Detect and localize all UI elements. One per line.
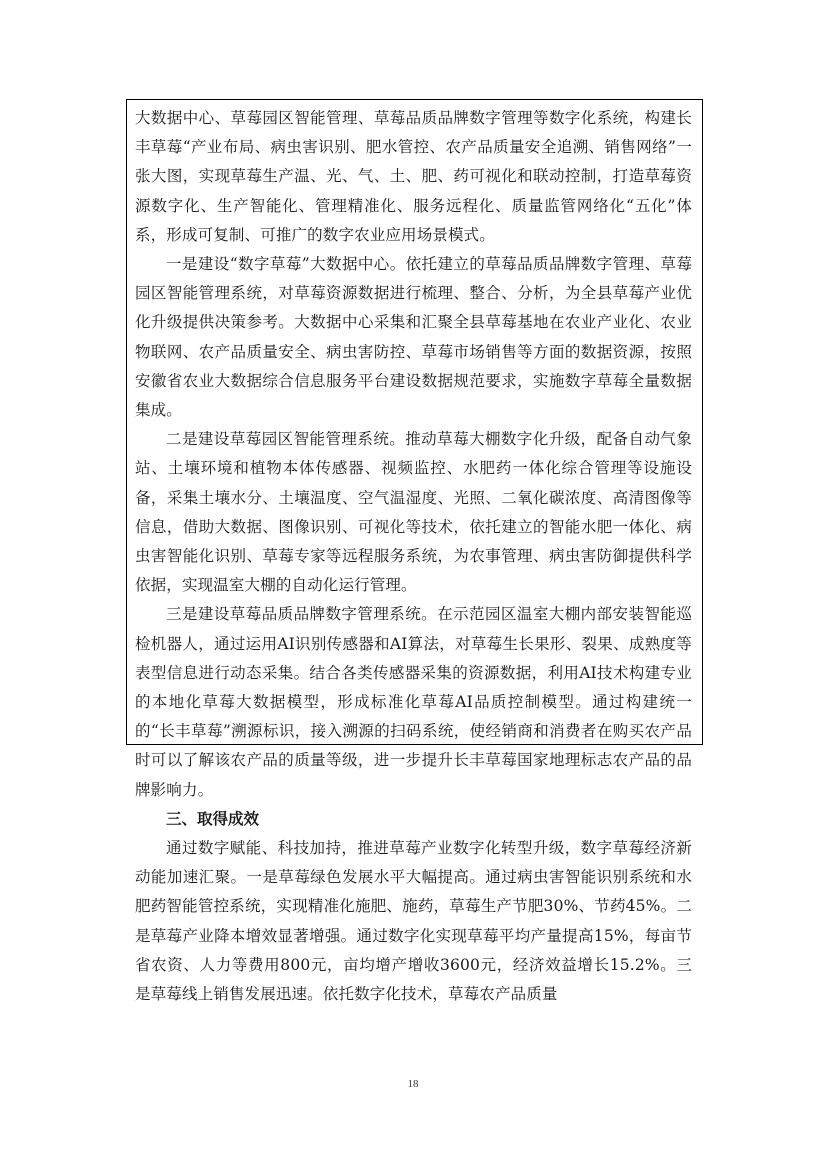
section-heading: 三、取得成效 <box>166 809 260 828</box>
content-frame <box>126 99 703 1004</box>
paragraph-big-data-center: 一是建设“数字草莓”大数据中心。依托建立的草莓品质品牌数字管理、草莓园区智能管理系统，对草莓资源数据进行梳理、整合、分析，为全县草莓产业优化升级提供决策参考。大数据中心采集和汇聚全县草莓基地在农业产业化、农业物联网、农产品质量安全、病虫害防控、草莓市场销售等方面的数据资源，按照安徽省农业大数据综合信息服务平台建设数据规范要求，实施数字草莓全量数据集成。 <box>135 255 692 420</box>
paragraph-results: 通过数字赋能、科技加持，推进草莓产业数字化转型升级，数字草莓经济新动能加速汇聚。一是草莓绿色发展水平大幅提高。通过病虫害智能识别系统和水肥药智能管控系统，实现精准化施肥、施药，草莓生产节肥30%、节药45%。二是草莓产业降本增效显著增强。通过数字化实现草莓平均产量提高15%，每亩节省农资、人力等费用800元，亩均增产增收3600元，经济效益增长15.2%。三是草莓线上销售发展迅速。依托数字化技术，草莓农产品质量 <box>135 839 692 1004</box>
paragraph-intro: 大数据中心、草莓园区智能管理、草莓品质品牌数字管理等数字化系统，构建长丰草莓“产业布局、病虫害识别、肥水管控、农产品质量安全追溯、销售网络”一张大图，实现草莓生产温、光、气、土、肥、药可视化和联动控制，打造草莓资源数字化、生产智能化、管理精准化、服务远程化、质量监管网络化“五化”体系，形成可复制、可推广的数字农业应用场景模式。 <box>135 109 692 244</box>
page-number: 18 <box>407 1078 419 1090</box>
paragraph-park-management: 二是建设草莓园区智能管理系统。推动草莓大棚数字化升级，配备自动气象站、土壤环境和植物本体传感器、视频监控、水肥药一体化综合管理等设施设备，采集土壤水分、土壤温度、空气温湿度、光照、二氧化碳浓度、高清图像等信息，借助大数据、图像识别、可视化等技术，依托建立的智能水肥一体化、病虫害智能化识别、草莓专家等远程服务系统，为农事管理、病虫害防御提供科学依据，实现温室大棚的自动化运行管理。 <box>135 430 692 595</box>
paragraph-brand-management: 三是建设草莓品质品牌数字管理系统。在示范园区温室大棚内部安装智能巡检机器人，通过运用AI识别传感器和AI算法，对草莓生长果形、裂果、成熟度等表型信息进行动态采集。结合各类传感器采集的资源数据，利用AI技术构建专业的本地化草莓大数据模型，形成标准化草莓AI品质控制模型。通过构建统一的“长丰草莓”溯源标识，接入溯源的扫码系统，使经销商和消费者在购买农产品时可以了解该农产品的质量等级，进一步提升长丰草莓国家地理标志农产品的品牌影响力。 <box>135 605 692 799</box>
